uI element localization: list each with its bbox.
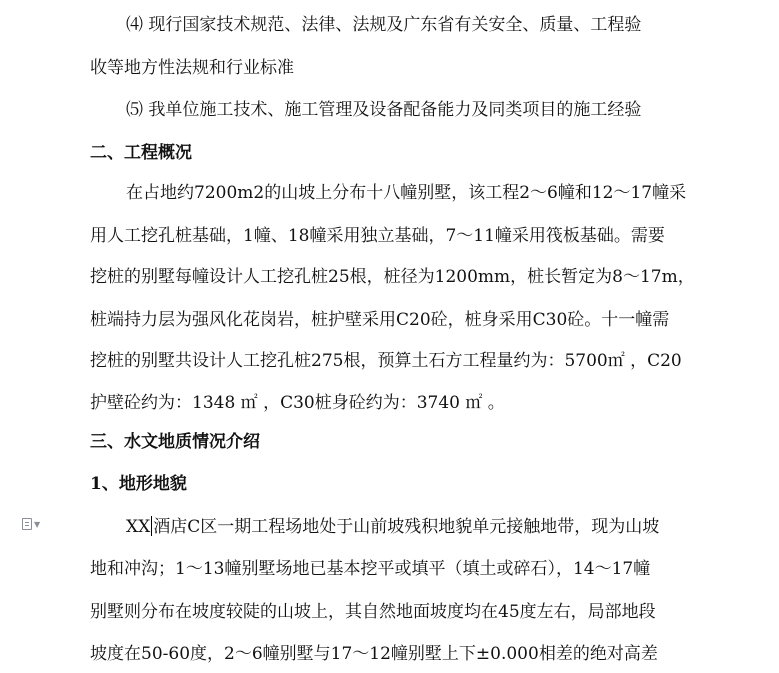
- heading-terrain: 1、地形地貌: [90, 474, 187, 494]
- overview-line-5: 挖桩的别墅共设计人工挖孔桩275根，预算土石方工程量约为：5700㎡ ，C20: [90, 351, 682, 371]
- paragraph-basis-4-line1: ⑷ 现行国家技术规范、法律、法规及广东省有关安全、质量、工程验: [126, 15, 642, 35]
- chevron-down-icon: ▼: [34, 519, 41, 529]
- overview-line-2: 用人工挖孔桩基础，1幢、18幢采用独立基础，7～11幢采用筏板基础。需要: [90, 226, 665, 246]
- heading-project-overview: 二、工程概况: [90, 143, 192, 163]
- terrain-line-3: 别墅则分布在坡度较陡的山坡上，其自然地面坡度均在45度左右，局部地段: [90, 602, 656, 622]
- overview-line-6: 护壁砼约为：1348 ㎡ ，C30桩身砼约为：3740 ㎡ 。: [90, 393, 505, 413]
- heading-hydrogeology: 三、水文地质情况介绍: [90, 432, 260, 452]
- overview-line-3: 挖桩的别墅每幢设计人工挖孔桩25根，桩径为1200mm，桩长暂定为8～17m，: [90, 267, 695, 287]
- terrain-line-2: 地和冲沟；1～13幢别墅场地已基本挖平或填平（填土或碎石），14～17幢: [90, 559, 651, 579]
- overview-line-1: 在占地约7200m2的山坡上分布十八幢别墅，该工程2～6幢和12～17幢采: [126, 183, 687, 203]
- terrain-line-1[interactable]: [126, 516, 705, 538]
- paragraph-options-icon[interactable]: [22, 516, 48, 532]
- terrain-line-4: 坡度在50-60度，2～6幢别墅与17～12幢别墅上下±0.000相差的绝对高差: [90, 644, 658, 664]
- overview-line-4: 桩端持力层为强风化花岗岩，桩护壁采用C20砼，桩身采用C30砼。十一幢需: [90, 310, 670, 330]
- paragraph-basis-4-line2: 收等地方性法规和行业标准: [90, 58, 294, 78]
- terrain-text-prefix: XX: [126, 517, 151, 537]
- paragraph-basis-5: ⑸ 我单位施工技术、施工管理及设备配备能力及同类项目的施工经验: [126, 100, 642, 120]
- document-icon: [22, 518, 32, 530]
- terrain-text-rest: 酒店C区一期工程场地处于山前坡残积地貌单元接触地带，现为山坡: [153, 517, 660, 537]
